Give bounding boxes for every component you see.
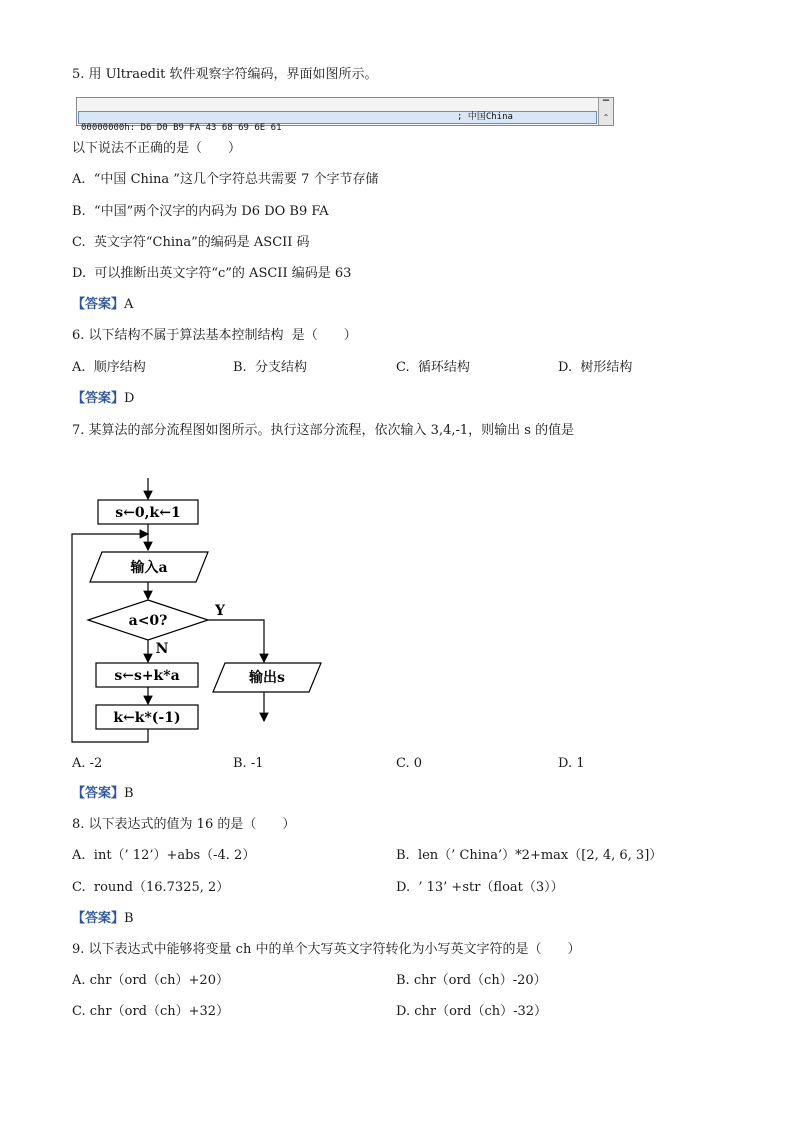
- chevron-up-icon[interactable]: ⌃: [602, 113, 610, 122]
- q8-stem: 8. 以下表达式的值为 16 的是（ ）: [72, 817, 296, 832]
- scroll-up-icon[interactable]: ▔: [602, 100, 610, 109]
- q5-stem: 5. 用 Ultraedit 软件观察字符编码，界面如图所示。: [72, 67, 378, 82]
- q5-option-b: B. “中国”两个汉字的内码为 D6 DO B9 FA: [72, 204, 329, 219]
- q7-option-b: B. -1: [233, 756, 264, 771]
- q5-option-c: C. 英文字符“China”的编码是 ASCII 码: [72, 235, 310, 250]
- flow-output-label: 输出s: [249, 670, 285, 686]
- q8-option-c: C. round（16.7325, 2）: [72, 880, 230, 895]
- flow-update-k-label: k←k*(-1): [113, 710, 181, 726]
- answer-value: B: [124, 786, 134, 801]
- answer-tag: 【答案】: [72, 911, 125, 926]
- q7-option-c: C. 0: [396, 756, 423, 771]
- q9-option-a: A. chr（ord（ch）+20）: [72, 973, 229, 988]
- answer-tag: 【答案】: [72, 297, 125, 312]
- q7-option-d: D. 1: [558, 756, 585, 771]
- flow-yes-label: Y: [215, 603, 225, 619]
- hex-data-row: [78, 111, 597, 133]
- answer-value: A: [124, 297, 134, 312]
- q6-option-b: B. 分支结构: [233, 360, 307, 375]
- flow-update-s-label: s←s+k*a: [114, 668, 180, 684]
- q5-option-a: A. “中国 China ”这几个字符总共需要 7 个字节存储: [72, 172, 379, 187]
- q9-option-c: C. chr（ord（ch）+32）: [72, 1004, 230, 1019]
- q6-option-a: A. 顺序结构: [72, 360, 146, 375]
- answer-tag: 【答案】: [72, 391, 125, 406]
- q7-stem: 7. 某算法的部分流程图如图所示。执行这部分流程，依次输入 3,4,-1，则输出 s 的值是: [72, 423, 575, 438]
- q6-stem: 6. 以下结构不属于算法基本控制结构 是（ ）: [72, 328, 357, 343]
- q5-prompt: 以下说法不正确的是（ ）: [72, 141, 242, 156]
- flow-no-label: N: [155, 641, 169, 657]
- q5-answer: [72, 297, 133, 313]
- hex-scrollbar[interactable]: [598, 98, 613, 125]
- q8-answer: [72, 911, 134, 927]
- q6-option-d: D. 树形结构: [558, 360, 633, 375]
- answer-value: D: [124, 391, 135, 406]
- q8-option-d: D. ’ 13’ +str（float（3））: [396, 880, 564, 895]
- q8-option-a: A. int（’ 12’）+abs（-4. 2）: [72, 848, 256, 863]
- flowchart: [60, 470, 350, 755]
- q8-option-b: B. len（’ China’）*2+max（[2, 4, 6, 3]）: [396, 848, 663, 863]
- q9-option-d: D. chr（ord（ch）-32）: [396, 1004, 548, 1019]
- q9-stem: 9. 以下表达式中能够将变量 ch 中的单个大写英文字符转化为小写英文字符的是（ ）: [72, 942, 581, 957]
- flow-init-label: s←0,k←1: [115, 505, 181, 521]
- q6-option-c: C. 循环结构: [396, 360, 470, 375]
- hex-column-header: [77, 98, 600, 111]
- ultraedit-hex-view: [76, 97, 614, 133]
- q5-option-d: D. 可以推断出英文字符“c”的 ASCII 编码是 63: [72, 266, 352, 281]
- flow-arrow-yes: [208, 620, 264, 662]
- q7-option-a: A. -2: [72, 756, 103, 771]
- q7-answer: [72, 786, 134, 802]
- answer-value: B: [124, 911, 134, 926]
- hex-row-bytes: 00000000h: D6 D0 B9 FA 43 68 69 6E 61: [81, 123, 282, 133]
- answer-tag: 【答案】: [72, 786, 125, 801]
- hex-row-text: ; 中国China: [457, 112, 513, 122]
- q9-option-b: B. chr（ord（ch）-20）: [396, 973, 547, 988]
- flow-cond-label: a<0?: [128, 613, 168, 629]
- q6-answer: [72, 391, 134, 407]
- flow-input-label: 输入a: [130, 560, 168, 576]
